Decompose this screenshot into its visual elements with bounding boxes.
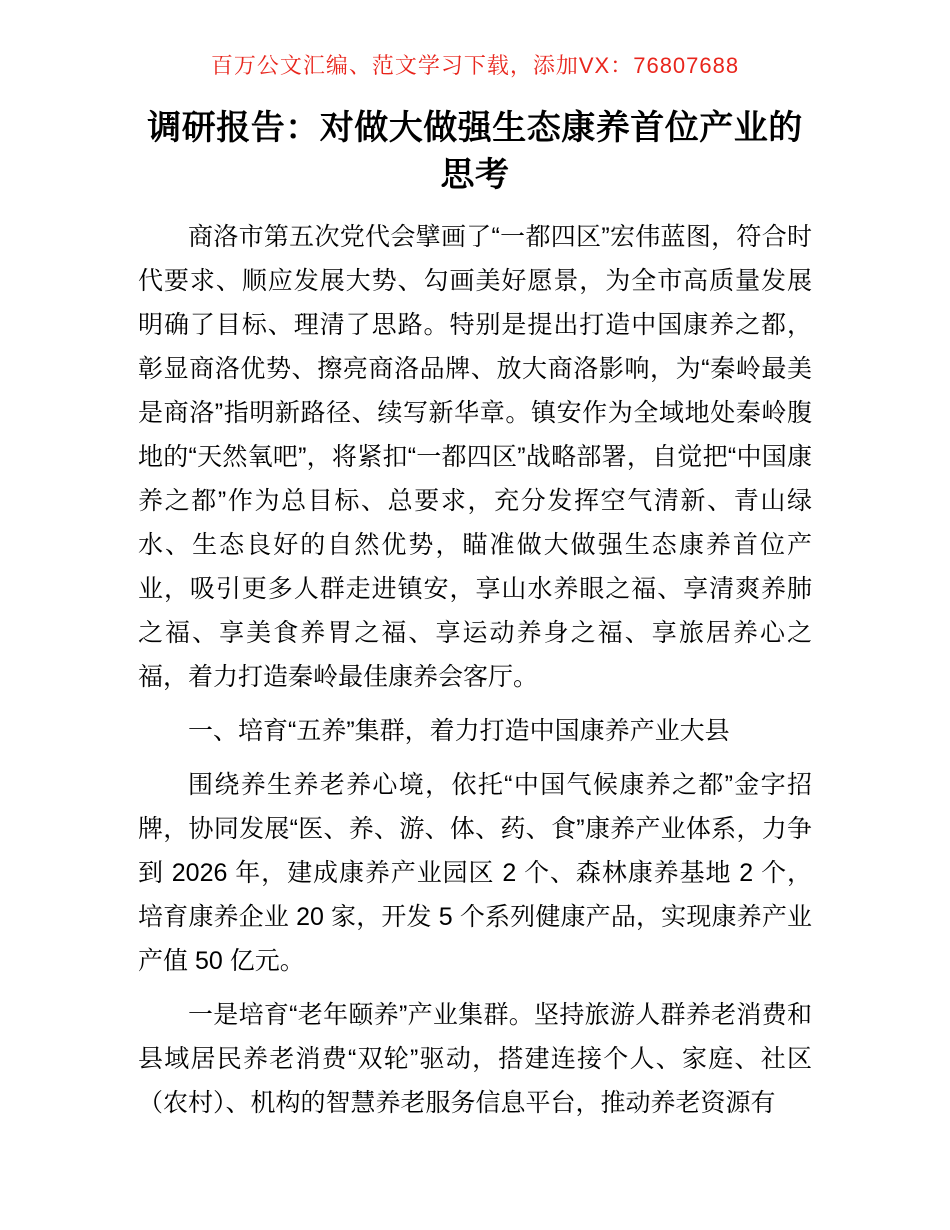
section-heading: 一、培育“五养”集群，着力打造中国康养产业大县 xyxy=(188,717,730,745)
paragraph: 一是培育“老年颐养”产业集群。坚持旅游人群养老消费和县域居民养老消费“双轮”驱动，搭建连接个人、家庭、社区（农村）、机构的智慧养老服务信息平台，推动养老资源有 xyxy=(138,1001,812,1117)
paragraph: 围绕养生养老养心境，依托“中国气候康养之都”金字招牌，协同发展“医、养、游、体、药、食”康养产业体系，力争到 2026 年，建成康养产业园区 2 个、森林康养基地 2 个，培育康养企业 20 家，开发 5 个系列健康产品，实现康养产业产值 50 亿元。 xyxy=(138,771,812,975)
paragraph: 商洛市第五次党代会擘画了“一都四区”宏伟蓝图，符合时代要求、顺应发展大势、勾画美好愿景，为全市高质量发展明确了目标、理清了思路。特别是提出打造中国康养之都，彰显商洛优势、擦亮商洛品牌、放大商洛影响，为“秦岭最美是商洛”指明新路径、续写新华章。镇安作为全域地处秦岭腹地的“天然氧吧”，将紧扣“一都四区”战略部署，自觉把“中国康养之都”作为总目标、总要求，充分发挥空气清新、青山绿水、生态良好的自然优势，瞄准做大做强生态康养首位产业，吸引更多人群走进镇安，享山水养眼之福、享清爽养肺之福、享美食养胃之福、享运动养身之福、享旅居养心之福，着力打造秦岭最佳康养会客厅。 xyxy=(138,223,812,691)
document-body xyxy=(138,215,812,1125)
promo-notice: 百万公文汇编、范文学习下载，添加VX：76807688 xyxy=(210,53,740,78)
document-title: 调研报告：对做大做强生态康养首位产业的思考 xyxy=(147,109,803,194)
